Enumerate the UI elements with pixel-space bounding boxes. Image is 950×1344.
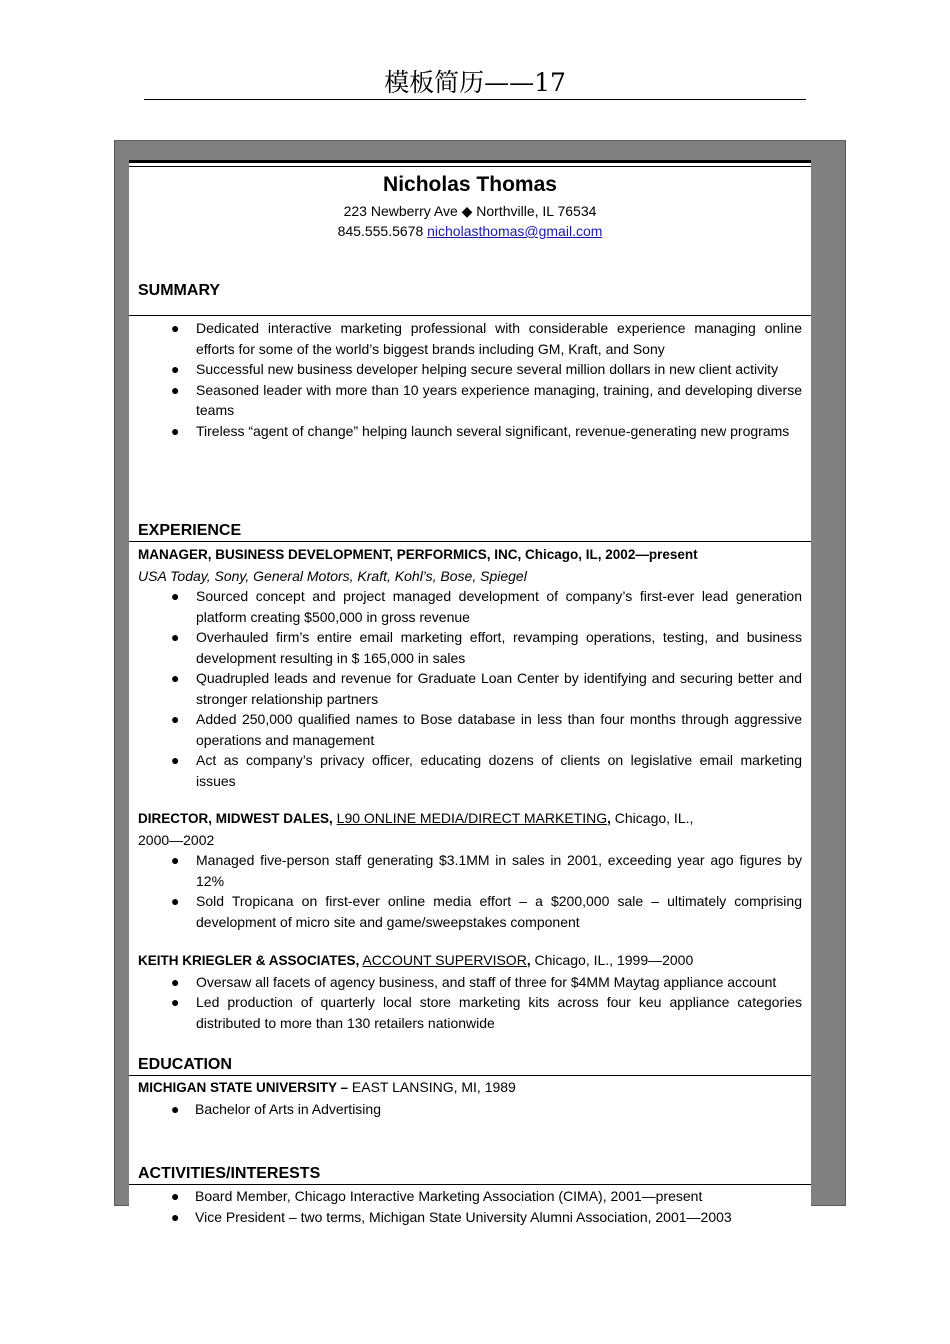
- list-item: ● Bachelor of Arts in Advertising: [138, 1099, 802, 1120]
- resume-page: [129, 160, 811, 1225]
- activities-section: [138, 1186, 802, 1227]
- summary-section: [138, 318, 802, 441]
- job-2-title: DIRECTOR, MIDWEST DALES, L90 ONLINE MEDIA/DIRECT MARKETING, Chicago, IL.,: [138, 810, 694, 826]
- job-2-dates: 2000—2002: [138, 831, 215, 848]
- list-item: ● Added 250,000 qualified names to Bose database in less than four months through aggressive operations and management: [171, 711, 802, 748]
- bullet-icon: ●: [171, 711, 180, 727]
- bullet-icon: ●: [171, 629, 180, 645]
- header-rule-thin: [129, 166, 811, 167]
- education-section: [138, 1077, 802, 1119]
- list-item: ● Tireless “agent of change” helping launch several significant, revenue-generating new programs: [138, 421, 802, 442]
- bullet-icon: ●: [171, 381, 180, 398]
- bullet-icon: ●: [171, 752, 180, 768]
- list-item: ● Board Member, Chicago Interactive Marketing Association (CIMA), 2001—present: [138, 1186, 802, 1207]
- phone-number: 845.555.5678: [337, 223, 424, 239]
- header-rule-thick: [129, 160, 811, 163]
- job-3-section: [138, 950, 802, 1033]
- job-3-title: KEITH KRIEGLER & ASSOCIATES, ACCOUNT SUPERVISOR, Chicago, IL., 1999—2000: [138, 952, 694, 968]
- activities-list: [138, 1186, 802, 1227]
- bullet-icon: ●: [171, 852, 180, 868]
- experience-heading: EXPERIENCE: [138, 522, 242, 539]
- bullet-icon: ●: [171, 361, 180, 377]
- activities-heading: ACTIVITIES/INTERESTS: [138, 1165, 321, 1182]
- job-1-list: [138, 586, 802, 791]
- job-1-clients: USA Today, Sony, General Motors, Kraft, Kohl’s, Bose, Spiegel: [138, 567, 527, 584]
- email-link[interactable]: nicholasthomas@gmail.com: [427, 223, 603, 239]
- list-item: ● Vice President – two terms, Michigan State University Alumni Association, 2001—2003: [138, 1207, 802, 1228]
- summary-list: [138, 318, 802, 441]
- bullet-icon: ●: [171, 670, 180, 686]
- document-title: 模板简历——17: [384, 68, 566, 97]
- bullet-icon: ●: [171, 588, 180, 604]
- school-line: MICHIGAN STATE UNIVERSITY – EAST LANSING, MI, 1989: [138, 1079, 516, 1095]
- title-underline: [144, 99, 806, 100]
- job-2-section: [138, 808, 802, 932]
- bullet-icon: ●: [171, 893, 180, 909]
- resume-frame: [114, 140, 846, 1225]
- list-item: ● Quadrupled leads and revenue for Graduate Loan Center by identifying and securing better and stronger relationship partners: [171, 670, 802, 707]
- list-item: ● Seasoned leader with more than 10 years experience managing, training, and developing diverse teams: [171, 381, 802, 418]
- job-3-list: [138, 972, 802, 1034]
- list-item: ● Managed five-person staff generating $3.1MM in sales in 2001, exceeding year ago figures by 12%: [171, 852, 802, 889]
- list-item: ● Sourced concept and project managed development of company’s first-ever lead generation platform creating $500,000 in gross revenue: [171, 588, 802, 625]
- bullet-icon: ●: [171, 1208, 180, 1225]
- job-2-company-link[interactable]: L90 ONLINE MEDIA/DIRECT MARKETING: [336, 810, 608, 826]
- candidate-name: Nicholas Thomas: [383, 173, 557, 196]
- list-item: ● Overhauled firm’s entire email marketing effort, revamping operations, testing, and business development resulting in $ 165,000 in sales: [171, 629, 802, 666]
- job-3-role-link[interactable]: ACCOUNT SUPERVISOR: [362, 952, 527, 968]
- summary-rule: [129, 315, 811, 316]
- list-item: ● Sold Tropicana on first-ever online media effort – a $200,000 sale – ultimately comprising development of micro site and game/sweepstakes component: [171, 893, 802, 930]
- education-rule: [129, 1075, 811, 1076]
- bullet-icon: ●: [171, 1100, 180, 1117]
- list-item: ● Led production of quarterly local store marketing kits across four keu appliance categories distributed to more than 130 retailers nationwide: [171, 994, 802, 1031]
- education-heading: EDUCATION: [138, 1056, 232, 1073]
- bullet-icon: ●: [171, 973, 180, 990]
- bullet-icon: ●: [171, 994, 180, 1010]
- activities-rule: [129, 1184, 811, 1185]
- job-2-list: [138, 850, 802, 932]
- bullet-icon: ●: [171, 1188, 180, 1204]
- contact-line: [129, 221, 811, 241]
- job-1-title: MANAGER, BUSINESS DEVELOPMENT, PERFORMICS, INC, Chicago, IL, 2002—present: [138, 547, 698, 562]
- list-item: ● Act as company’s privacy officer, educating dozens of clients on legislative email marketing issues: [171, 752, 802, 789]
- list-item: ● Dedicated interactive marketing professional with considerable experience managing online efforts for some of the world’s biggest brands including GM, Kraft, and Sony: [171, 320, 802, 357]
- bullet-icon: ●: [171, 320, 180, 336]
- bullet-icon: ●: [171, 422, 180, 439]
- experience-section: [138, 544, 802, 791]
- summary-heading: SUMMARY: [138, 282, 221, 299]
- education-list: [138, 1099, 802, 1120]
- address-line: 223 Newberry Ave ◆ Northville, IL 76534: [343, 203, 597, 219]
- list-item: ● Oversaw all facets of agency business, and staff of three for $4MM Maytag appliance account: [138, 972, 802, 993]
- list-item: ● Successful new business developer helping secure several million dollars in new client activity: [138, 359, 802, 380]
- experience-rule: [129, 541, 811, 542]
